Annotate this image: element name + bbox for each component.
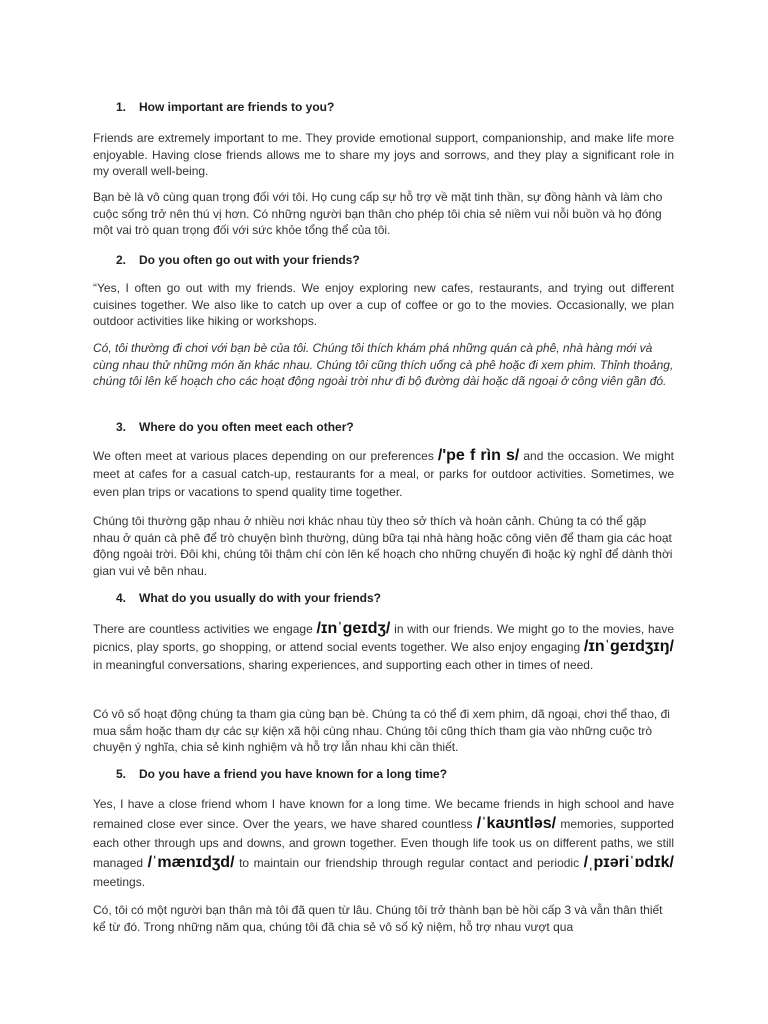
answer-text: in meaningful conversations, sharing experiences, and supporting each other in times of need. (93, 658, 594, 672)
answer-text: and the occasion. We might meet at cafes for a casual catch-up, restaurants for a meal, or parks for outdoor activities. Sometimes, we even plan trips or vacations to spend quality time together. (93, 449, 674, 499)
ipa-pronunciation: /ˈmænɪdʒd/ (147, 854, 235, 871)
answer-text: Yes, I have a close friend whom I have known for a long time. We became friends in high school and have remained close ever since. Over the years, we have shared countless (93, 797, 674, 831)
answer-text: meetings. (93, 875, 146, 889)
ipa-pronunciation: /ɪnˈɡeɪdʒ/ (316, 620, 391, 637)
question-title: Do you have a friend you have known for a long time? (139, 767, 448, 781)
answer-2-english: “Yes, I often go out with my friends. We enjoy exploring new cafes, restaurants, and trying out different cuisines together. We also like to catch up over a cup of coffee or go to the movies. Occasionally, we plan outdoor activities like hiking or workshops. (93, 281, 674, 328)
answer-4-english (93, 620, 674, 674)
answer-3-english (93, 447, 674, 501)
question-title: Do you often go out with your friends? (139, 253, 360, 267)
question-number: 3. (116, 420, 127, 434)
question-3-heading (116, 420, 354, 434)
question-title: How important are friends to you? (139, 100, 335, 114)
question-1-heading (116, 100, 334, 114)
ipa-pronunciation: /ˈkaʊntləs/ (476, 815, 557, 832)
question-number: 4. (116, 591, 127, 605)
answer-1-vietnamese: Bạn bè là vô cùng quan trọng đối với tôi. Họ cung cấp sự hỗ trợ về mặt tinh thần, sự đồng hành và làm cho cuộc sống trở nên thú vị hơn. Có những người bạn thân cho phép tôi chia sẻ niềm vui nỗi buồn và họ đóng một vai trò quan trọng đối với sức khỏe tổng thể của tôi. (93, 190, 663, 237)
question-number: 1. (116, 100, 127, 114)
answer-text: in with our friends. We might go to the movies, have picnics, play sports, go shopping, or attend social events together. We also enjoy engaging (93, 622, 674, 654)
answer-1-english: Friends are extremely important to me. They provide emotional support, companionship, and make life more enjoyable. Having close friends allows me to share my joys and sorrows, and they play a significant role in my overall well-being. (93, 131, 674, 178)
ipa-pronunciation: /ˌpɪəriˈɒdɪk/ (583, 854, 674, 871)
question-number: 2. (116, 253, 127, 267)
ipa-pronunciation: /ɪnˈɡeɪdʒɪŋ/ (583, 638, 674, 655)
ipa-pronunciation: /'pe f rìn s/ (437, 447, 520, 464)
question-2-heading (116, 253, 360, 267)
answer-2-vietnamese: Có, tôi thường đi chơi với bạn bè của tôi. Chúng tôi thích khám phá những quán cà phê, nhà hàng mới và cùng nhau thử những món ăn khác nhau. Chúng tôi cũng thích uống cà phê hoặc đi xem phim. Thỉnh thoảng, chúng tôi lên kế hoạch cho các hoạt động ngoài trời như đi bộ đường dài hoặc dã ngoại ở công viên gần đó. (93, 341, 674, 388)
question-number: 5. (116, 767, 127, 781)
answer-text: We often meet at various places depending on our preferences (93, 449, 434, 463)
answer-5-vietnamese: Có, tôi có một người bạn thân mà tôi đã quen từ lâu. Chúng tôi trở thành bạn bè hồi cấp 3 và vẫn thân thiết kể từ đó. Trong những năm qua, chúng tôi đã chia sẻ vô số kỷ niệm, hỗ trợ nhau vượt qua (93, 903, 663, 934)
question-title: What do you usually do with your friends? (139, 591, 382, 605)
question-5-heading (116, 767, 447, 781)
answer-4-vietnamese: Có vô số hoạt động chúng ta tham gia cùng bạn bè. Chúng ta có thể đi xem phim, dã ngoại, chơi thể thao, đi mua sắm hoặc tham dự các sự kiện xã hội cùng nhau. Chúng tôi cũng thích tham gia vào những cuộc trò chuyện ý nghĩa, chia sẻ kinh nghiệm và hỗ trợ lẫn nhau khi cần thiết. (93, 707, 670, 754)
question-title: Where do you often meet each other? (139, 420, 354, 434)
answer-text: to maintain our friendship through regular contact and periodic (239, 856, 580, 870)
answer-text: There are countless activities we engage (93, 622, 313, 636)
answer-text: memories, supported each other through ups and downs, and grown together. Even though life took us on different paths, we still managed (93, 817, 674, 870)
answer-5-english (93, 795, 674, 892)
answer-3-vietnamese: Chúng tôi thường gặp nhau ở nhiều nơi khác nhau tùy theo sở thích và hoàn cảnh. Chúng ta có thể gặp nhau ở quán cà phê để trò chuyện bình thường, dùng bữa tại nhà hàng hoặc công viên để tham gia các hoạt động ngoài trời. Đôi khi, chúng tôi thậm chí còn lên kế hoạch cho những chuyến đi hoặc kỳ nghỉ để dành thời gian vui vẻ bên nhau. (93, 514, 673, 578)
question-4-heading (116, 591, 381, 605)
